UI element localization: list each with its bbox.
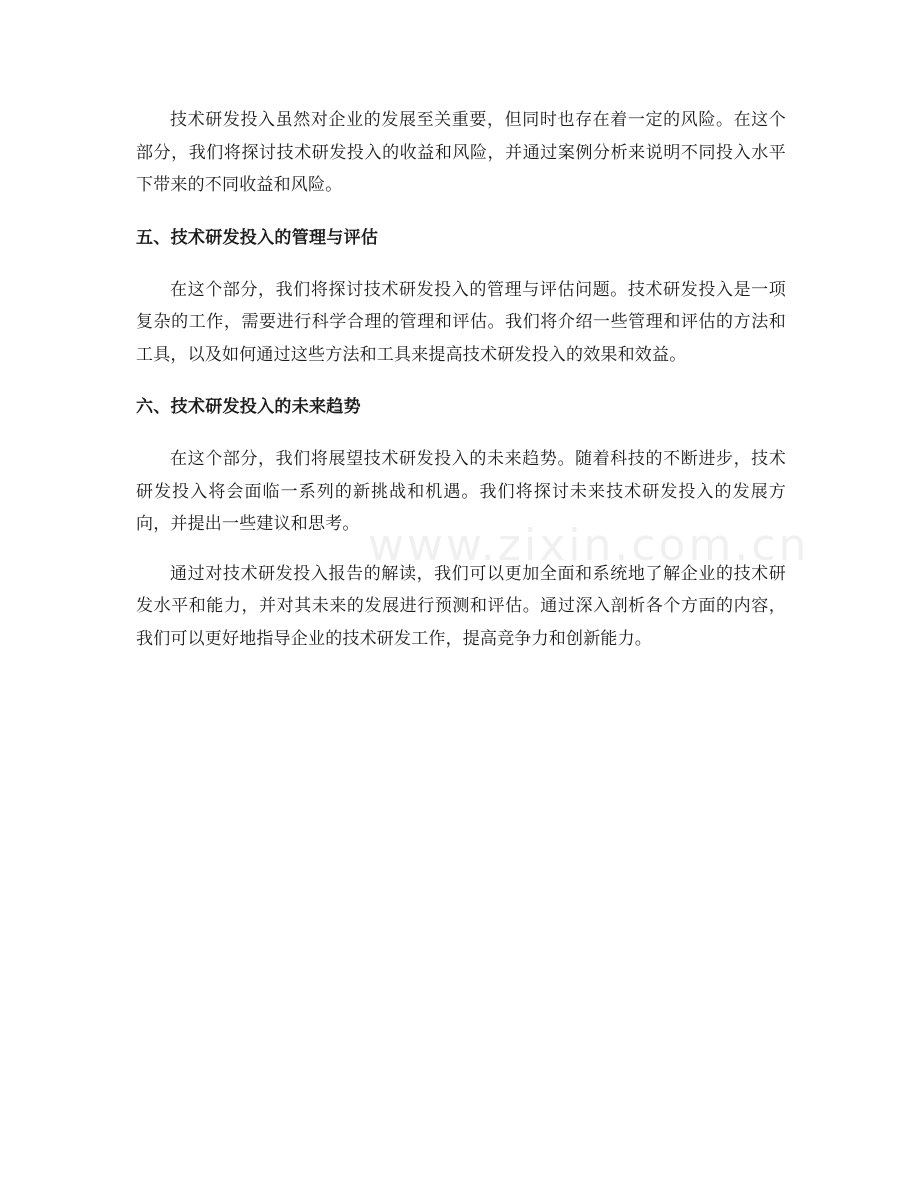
conclusion-paragraph: 通过对技术研发投入报告的解读，我们可以更加全面和系统地了解企业的技术研发水平和能力，并对其未来的发展进行预测和评估。通过深入剖析各个方面的内容，我们可以更好地指导企业的技术研发工作，提高竞争力和创新能力。 <box>136 563 786 649</box>
section-6-paragraph: 在这个部分，我们将展望技术研发投入的未来趋势。随着科技的不断进步，技术研发投入将会面临一系列的新挑战和机遇。我们将探讨未来技术研发投入的发展方向，并提出一些建议和思考。 <box>136 449 786 534</box>
section-5-heading: 五、技术研发投入的管理与评估 <box>136 227 379 248</box>
watermark: www.zixin.com.cn <box>368 520 810 571</box>
intro-paragraph: 技术研发投入虽然对企业的发展至关重要，但同时也存在着一定的风险。在这个部分，我们将探讨技术研发投入的收益和风险，并通过案例分析来说明不同投入水平下带来的不同收益和风险。 <box>136 110 786 195</box>
section-5-paragraph: 在这个部分，我们将探讨技术研发投入的管理与评估问题。技术研发投入是一项复杂的工作，需要进行科学合理的管理和评估。我们将介绍一些管理和评估的方法和工具，以及如何通过这些方法和工具来提高技术研发投入的效果和效益。 <box>136 279 786 365</box>
section-6-heading: 六、技术研发投入的未来趋势 <box>136 397 361 417</box>
document-page <box>136 104 786 655</box>
